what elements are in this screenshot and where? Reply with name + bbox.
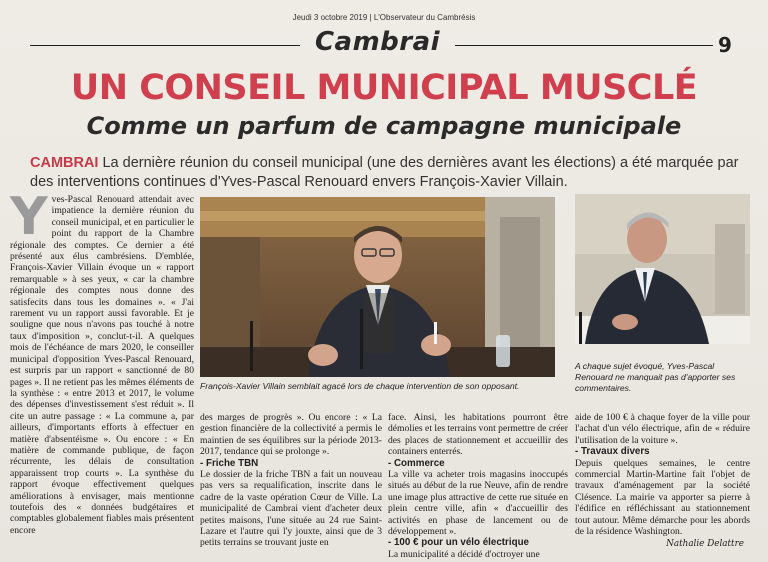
main-photo-caption: François-Xavier Villain semblait agacé lors de chaque intervention de son opposant. [200, 381, 520, 391]
lede-text: La dernière réunion du conseil municipal (une des dernières avant les élections) a été marquée par des interventions continues d'Yves-Pascal Renouard envers François-Xavier Villain. [30, 155, 739, 190]
date-line: Jeudi 3 octobre 2019 | L'Observateur du Cambrésis [292, 13, 476, 22]
column-4-text-a: aide de 100 € à chaque foyer de la ville pour l'achat d'un vélo électrique, afin de « réduire l'utilisation de la voiture ». [575, 412, 750, 446]
column-2-text-b: Le dossier de la friche TBN a fait un nouveau pas vers sa requalification, inscrite dans le cadre de la vaste opération Cœur de Ville. La municipalité de Cambrai vient d'acheter deux petites maisons, l'une située au 24 rue Saint-Lazare et l'autre qui l'y jouxte, ainsi que de 3 petits terrains se trouvant juste en [200, 469, 382, 549]
page-number: 9 [718, 33, 732, 57]
subhead-travaux-divers: - Travaux divers [575, 446, 650, 458]
section-title: Cambrai [314, 27, 441, 57]
author-signature: Nathalie Delattre [666, 539, 744, 550]
subheadline: Comme un parfum de campagne municipale [86, 112, 682, 140]
lede-kicker: CAMBRAI [30, 155, 99, 171]
side-photo-illustration [575, 194, 750, 344]
subhead-velo-electrique: - 100 € pour un vélo électrique [388, 537, 530, 549]
subhead-friche-tbn: - Friche TBN [200, 457, 259, 469]
lede-paragraph [30, 154, 740, 192]
column-2-text-a: des marges de progrès ». Ou encore : « La gestion financière de la collectivité a permis le maintien de ses équilibres sur la période 2013-2017, tendance qui se prolonge ». [200, 412, 382, 458]
column-4 [575, 412, 750, 551]
masthead-rule-left [30, 45, 300, 46]
subhead-commerce: - Commerce [388, 457, 445, 469]
masthead-rule-right [455, 45, 713, 46]
column-3-text-a: face. Ainsi, les habitations pourront être démolies et les terrains vont permettre de créer des places de stationnement et accueillir des containers enterrés. [388, 412, 568, 458]
column-1-text: ves-Pascal Renouard attendait avec impatience la dernière réunion du conseil municipal, et en particulier le point du rapport de la Chambre régionale des comptes. Ce dernier a été présenté aux élus cambrésiens. D'emblée, François-Xavier Villain évoque un « rapport remarquable » à ses yeux, « car la chambre régionale des comptes nous donne des satisfecits dans tous les domaines ». « J'ai rarement vu un rapport aussi favorable. Et je souligne que nous n'avons pas touché à notre taux d'imposition », conclut-t-il. A quelques mois de l'échéance de mars 2020, le conseiller municipal d'opposition Yves-Pascal Renouard, est surpris par un rapport « sanctionné de 80 pages ». Il ne retient pas les mêmes éléments de la synthèse : « entre 2013 et 2017, le volume des dépenses d'investissement s'est réduit ». Il cite un autre passage : « La commune a, par ailleurs, d'importants efforts à effectuer en matière d'absentéisme ». Ou encore : « En matière de commande publique, de façon récurrente, les délais de consultation apparaissent trop courts ». La synthèse du rapport évoque effectivement quelques améliorations à envisager, mais mentionne toutefois des « données budgétaires et comptables globalement fiables mais présentent encore [10, 194, 194, 536]
column-3-text-c: La municipalité a décidé d'octroyer une [388, 548, 540, 560]
column-3-text-b: La ville va acheter trois magasins inoccupés situés au début de la rue Neuve, afin de rendre une image plus attractive de cette rue située en plein centre ville, afin « d'accueillir des activités en phase de lancement ou de développement ». [388, 469, 568, 538]
side-photo-renouard [575, 194, 750, 344]
column-2 [200, 412, 382, 549]
headline: UN CONSEIL MUNICIPAL MUSCLÉ [70, 68, 698, 108]
column-4-text-b: Depuis quelques semaines, le centre commercial Martin-Martine fait l'objet de travaux d'aménagement par la société Clésence. La mairie va apporter sa pierre à l'édifice en réfléchissant au stationnement tout autour. Même démarche pour les abords de la résidence Washington. [575, 457, 750, 538]
main-photo-villain [200, 197, 555, 377]
column-3 [388, 412, 568, 560]
drop-cap: Y [10, 187, 48, 247]
side-photo-caption: A chaque sujet évoqué, Yves-Pascal Renouard ne manquait pas d'apporter ses commentaires. [575, 361, 736, 393]
main-photo-illustration [200, 197, 555, 377]
column-1 [10, 187, 194, 536]
